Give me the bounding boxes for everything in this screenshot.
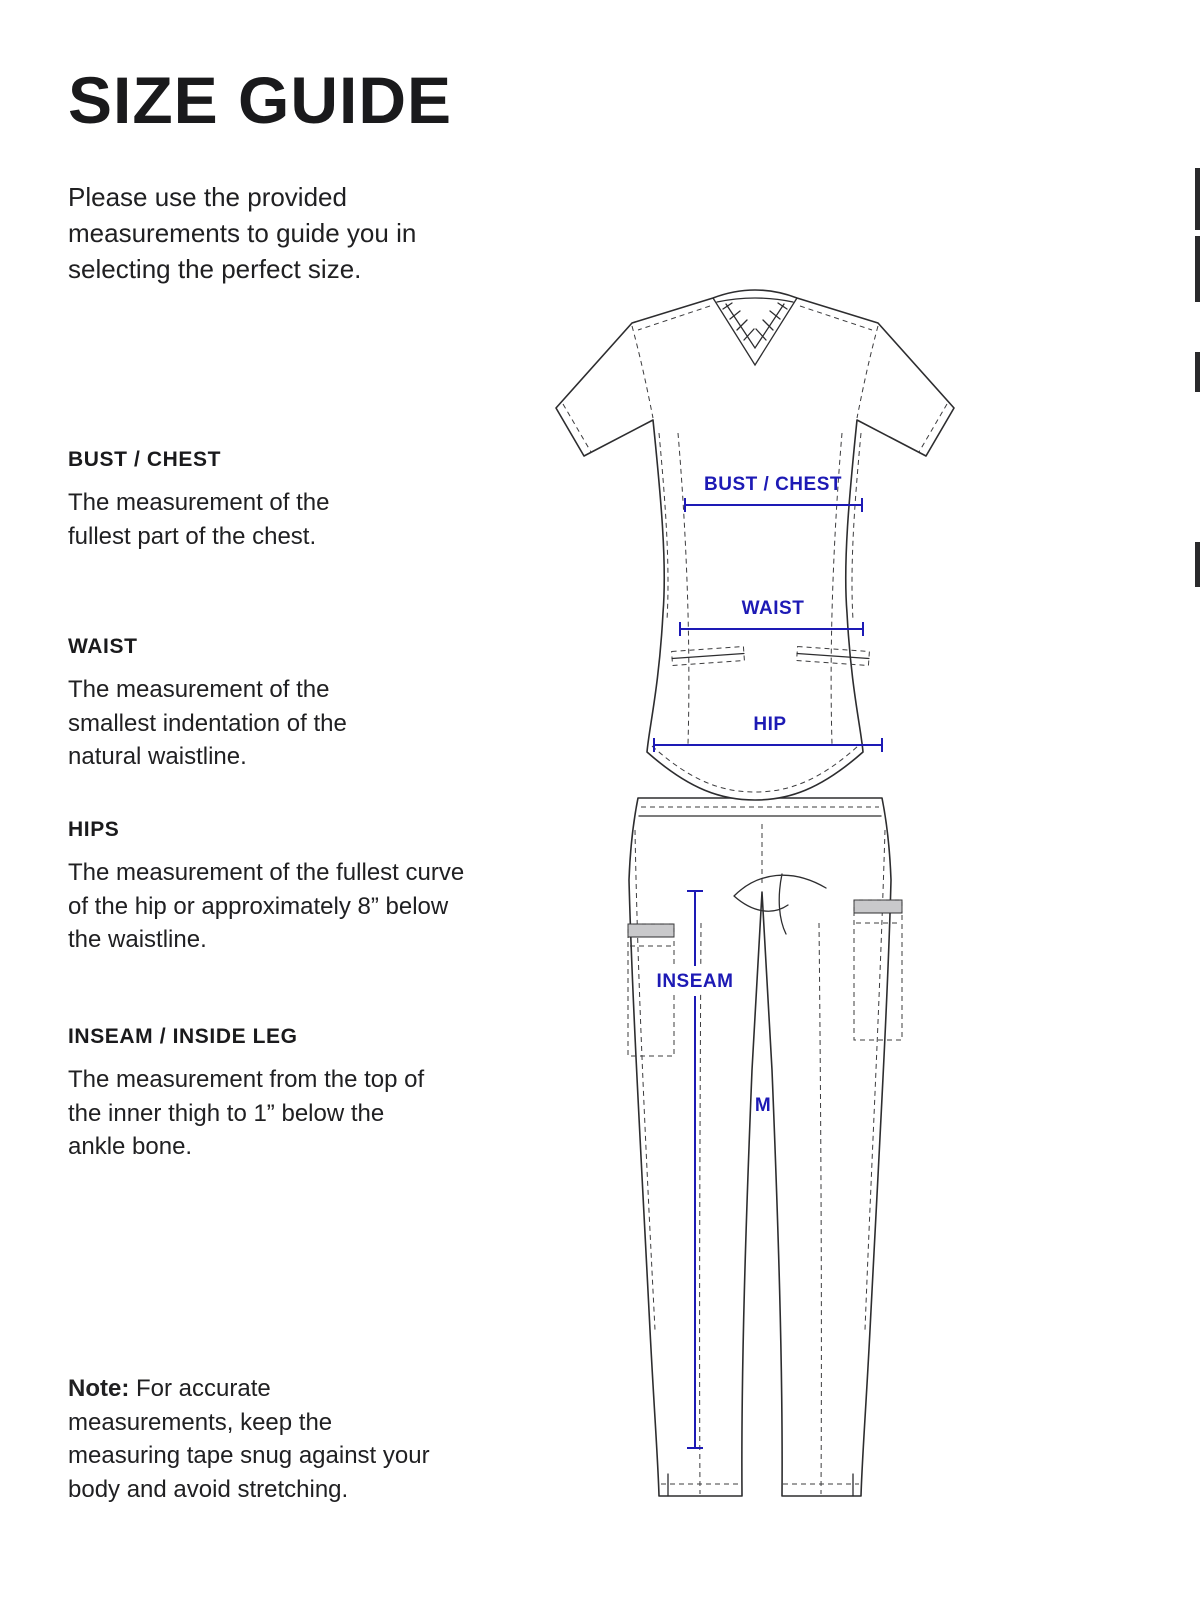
- hip-measure-label: HIP: [753, 714, 787, 735]
- section-bust-body: The measurement of the fullest part of the chest.: [68, 489, 330, 550]
- size-marker-label: M: [754, 1095, 772, 1116]
- section-inseam: [68, 1025, 438, 1164]
- page-title: SIZE GUIDE: [68, 63, 453, 137]
- section-hips-body: The measurement of the fullest curve of the hip or approximately 8” below the waistline.: [68, 859, 465, 954]
- section-waist: [68, 635, 403, 774]
- section-inseam-heading: INSEAM / INSIDE LEG: [68, 1025, 298, 1048]
- section-bust-heading: BUST / CHEST: [68, 448, 222, 471]
- section-inseam-body: The measurement from the top of the inner thigh to 1” below the ankle bone.: [68, 1066, 425, 1161]
- page-edge-artifact: [1195, 542, 1200, 587]
- size-diagram: [520, 268, 1000, 1548]
- section-waist-body: The measurement of the smallest indentation of the natural waistline.: [68, 676, 347, 771]
- intro-text: Please use the provided measurements to guide you in selecting the perfect size.: [68, 182, 417, 284]
- pants-outline: [629, 798, 891, 1496]
- section-hips: [68, 818, 468, 957]
- bust-measure-label: BUST / CHEST: [704, 474, 842, 495]
- note-body: For accurate measurements, keep the measuring tape snug against your body and avoid stretching.: [68, 1375, 430, 1503]
- section-bust-chest: [68, 448, 368, 553]
- page-edge-artifact: [1195, 352, 1200, 392]
- inseam-measure-label: INSEAM: [656, 971, 734, 992]
- section-hips-heading: HIPS: [68, 818, 120, 841]
- page-edge-artifact: [1195, 236, 1200, 302]
- note-text: [68, 1372, 433, 1506]
- scrub-pants-illustration: [628, 798, 902, 1496]
- waist-measure-label: WAIST: [741, 598, 805, 619]
- note-label: Note:: [68, 1375, 130, 1402]
- page-edge-artifact: [1195, 168, 1200, 230]
- section-waist-heading: WAIST: [68, 635, 138, 658]
